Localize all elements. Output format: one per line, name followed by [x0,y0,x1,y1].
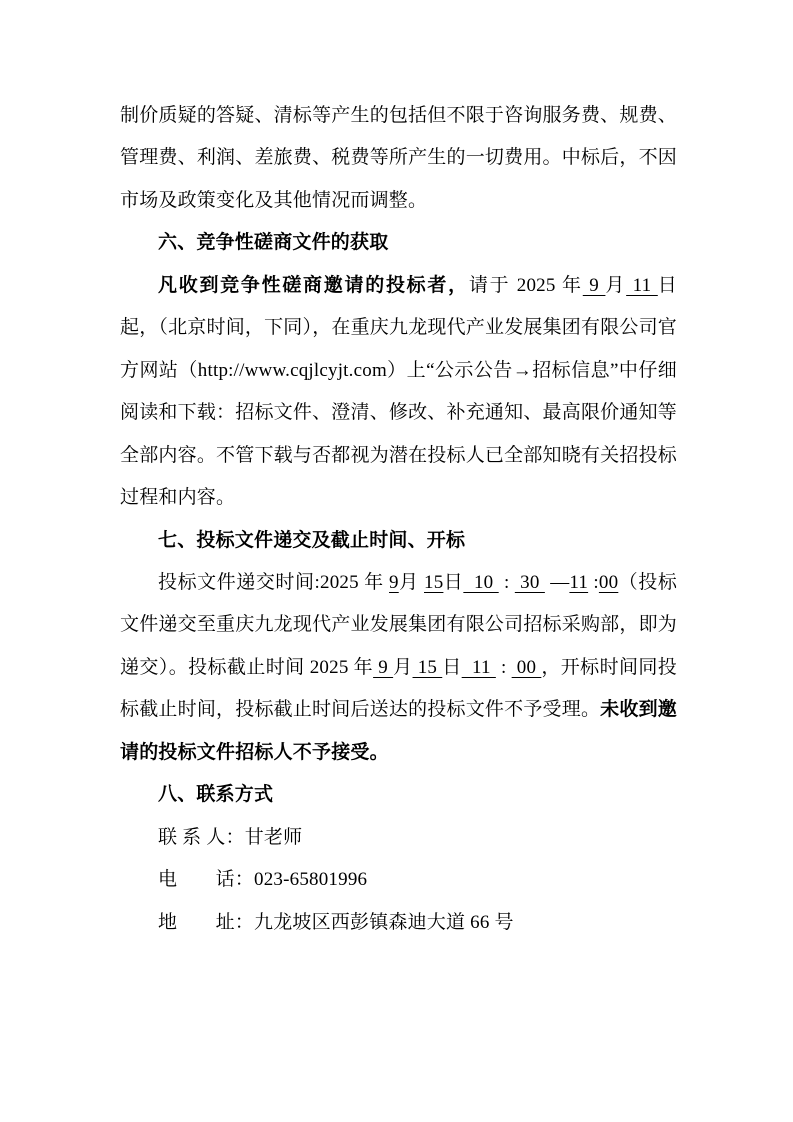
text-run: : [495,656,512,678]
paragraph-document-acquisition [120,265,677,520]
bold-text-run: 七、投标文件递交及截止时间、开标 [158,529,466,551]
text-run: ，开标时间同投标截止时间，投标截止时间后送达的投标文件不予受理。 [120,656,677,721]
bold-text-run: 未收到邀请的投标文件招标人不予接受。 [120,699,677,763]
contact-person-line [120,817,677,859]
bold-text-run: 六、竞争性磋商文件的获取 [158,232,389,254]
underlined-value-run: 10 [463,571,499,593]
text-run: 制价质疑的答疑、清标等产生的包括但不限于咨询服务费、规费、管理费、利润、差旅费、税费等所产生的一切费用。中标后，不因市场及政策变化及其他情况而调整。 [120,105,677,211]
text-run: 联 系 人：甘老师 [158,826,303,848]
text-run: 电 话：023-65801996 [158,869,368,891]
text-run: 日起，（北京时间，下同），在重庆九龙现代产业发展集团有限公司官方网站（http://www.cqjlcyjt.com）上“公示公告→招标信息”中仔细阅读和下载：招标文件、澄清、修改、补充通知、最高限价通知等全部内容。不管下载与否都视为潜在投标人已全部知晓有关招投标过程和内容。 [120,274,678,509]
underlined-value-run: 15 [412,656,443,678]
underlined-value-run: 9 [389,571,399,593]
underlined-value-run: 15 [424,571,444,593]
text-run: 月 [605,274,627,296]
underlined-value-run: 9 [582,274,606,296]
paragraph-fees-continuation [120,95,677,222]
underlined-value-run: 00 [511,656,542,678]
text-run: — [544,571,570,593]
text-run: 请于 2025 年 [468,274,583,296]
heading-section-8 [120,774,677,816]
text-run: : [498,571,515,593]
underlined-value-run: 11 [461,656,496,678]
underlined-value-run: 30 [514,571,545,593]
text-run: 投标文件递交时间:2025 年 [158,571,390,593]
contact-phone-line [120,859,677,901]
underlined-value-run: 9 [373,656,394,678]
text-run: : [588,571,599,593]
bold-text-run: 凡收到竞争性磋商邀请的投标者， [158,274,469,296]
underlined-value-run: 11 [569,571,589,593]
heading-section-7 [120,520,677,562]
text-run: 月 [393,656,413,678]
underlined-value-run: 00 [598,571,619,593]
underlined-value-run: 11 [626,274,658,296]
text-run: （投标文件递交至重庆九龙现代产业发展集团有限公司招标采购部，即为递交）。投标截止时间 2025 年 [120,571,678,678]
heading-section-6 [120,222,677,264]
paragraph-submission-deadline [120,562,677,774]
text-run: 地 址：九龙坡区西彭镇森迪大道 66 号 [158,911,514,933]
text-run: 日 [443,571,464,593]
contact-address-line [120,902,677,944]
document-content [120,95,677,944]
text-run: 日 [442,656,462,678]
text-run: 月 [398,571,424,593]
bold-text-run: 八、联系方式 [158,784,274,806]
